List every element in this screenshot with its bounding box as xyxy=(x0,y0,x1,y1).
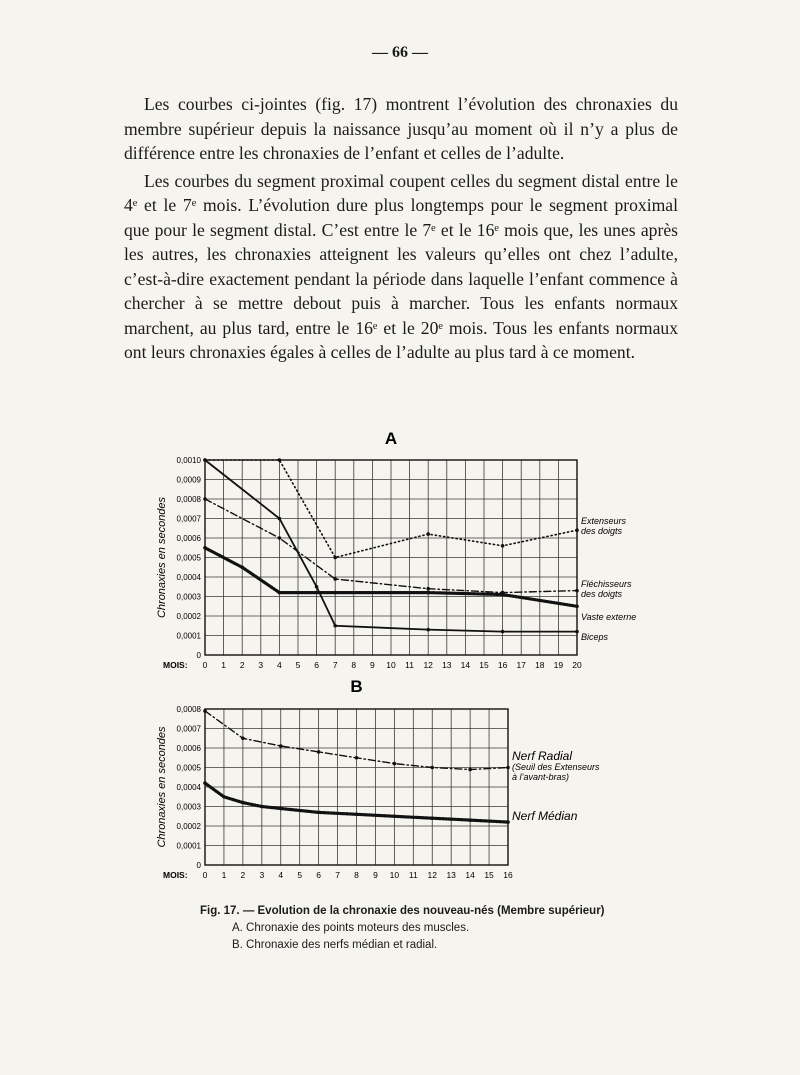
data-point xyxy=(506,820,510,824)
y-axis-label: Chronaxies en secondes xyxy=(156,496,168,619)
x-tick-label: 8 xyxy=(351,660,357,670)
data-point xyxy=(501,630,505,634)
data-point xyxy=(333,556,337,560)
y-tick-label: 0,0006 xyxy=(176,744,201,753)
x-tick-label: 3 xyxy=(258,660,264,670)
data-point xyxy=(241,736,245,740)
data-point xyxy=(506,766,510,770)
x-tick-label: 13 xyxy=(442,660,452,670)
x-tick-label: 0 xyxy=(202,870,208,880)
y-tick-label: 0 xyxy=(196,651,201,660)
x-tick-label: 3 xyxy=(259,870,265,880)
paragraph-2: Les courbes du segment proximal coupent celles du segment distal entre le 4ᵉ et le 7ᵉ mois. L’évolution dure plus longtemps pour le segment proximal que pour le segment distal. C’est entre le 7ᵉ et le 16ᵉ mois que, les unes après les autres, les chronaxies atteignent les valeurs qu’elles ont chez l’adulte, c’est-à-dire exactement pendant la période dans laquelle l’enfant commence à chercher à se mettre debout puis à marcher. Tous les enfants normaux marchent, au plus tard, entre le 16ᵉ et le 20ᵉ mois. Tous les enfants normaux ont leurs chronaxies égales à celles de l’adulte au plus tard à ce moment. xyxy=(124,170,678,362)
series-label: Nerf Médian xyxy=(512,809,578,823)
x-tick-label: 6 xyxy=(314,660,319,670)
y-tick-label: 0,0004 xyxy=(176,783,201,792)
series-label: Biceps xyxy=(581,632,609,642)
x-tick-label: 14 xyxy=(465,870,475,880)
x-tick-label: 17 xyxy=(516,660,526,670)
data-point xyxy=(203,709,207,713)
x-tick-label: 9 xyxy=(373,870,378,880)
y-tick-label: 0,0008 xyxy=(176,705,201,714)
data-point xyxy=(278,458,282,462)
x-tick-label: 20 xyxy=(572,660,582,670)
data-point xyxy=(575,630,579,634)
data-point xyxy=(222,795,226,799)
figure-caption xyxy=(200,903,640,954)
x-tick-label: 2 xyxy=(239,660,245,670)
data-point xyxy=(241,801,245,805)
y-tick-label: 0,0004 xyxy=(176,573,201,582)
x-tick-label: 2 xyxy=(240,870,246,880)
x-axis-label: MOIS: xyxy=(163,660,188,670)
data-point xyxy=(426,532,430,536)
data-point xyxy=(260,805,264,809)
x-tick-label: 16 xyxy=(497,660,508,670)
x-tick-label: 5 xyxy=(297,870,303,880)
data-point xyxy=(317,811,321,815)
x-tick-label: 4 xyxy=(278,870,284,880)
data-point xyxy=(393,814,397,818)
x-tick-label: 14 xyxy=(460,660,471,670)
x-tick-label: 6 xyxy=(316,870,321,880)
x-tick-label: 15 xyxy=(484,870,494,880)
series-label: (Seuil des Extenseurs xyxy=(512,762,600,772)
x-tick-label: 12 xyxy=(423,660,433,670)
y-tick-label: 0,0005 xyxy=(176,553,201,563)
data-point xyxy=(426,591,430,595)
caption-line-b: B. Chronaxie des nerfs médian et radial. xyxy=(232,939,438,951)
series-label: des doigts xyxy=(581,526,623,536)
y-tick-label: 0,0003 xyxy=(176,592,201,602)
y-tick-label: 0,0010 xyxy=(176,456,201,465)
data-point xyxy=(468,818,472,822)
x-tick-label: 9 xyxy=(370,660,375,670)
data-point xyxy=(575,589,579,593)
y-tick-label: 0,0008 xyxy=(176,495,201,504)
x-tick-label: 7 xyxy=(332,660,338,670)
chart-a xyxy=(156,429,636,670)
x-tick-label: 18 xyxy=(535,660,545,670)
x-tick-label: 11 xyxy=(408,870,418,880)
data-point xyxy=(333,591,337,595)
series-label: Extenseurs xyxy=(581,516,627,526)
caption-title: Fig. 17. — Evolution de la chronaxie des nouveau-nés (Membre supérieur) xyxy=(200,905,605,917)
x-tick-label: 8 xyxy=(354,870,359,880)
y-tick-label: 0,0007 xyxy=(176,514,201,524)
series-label: Vaste externe xyxy=(581,612,637,622)
data-point xyxy=(333,577,337,581)
x-tick-label: 16 xyxy=(503,870,513,880)
data-point xyxy=(240,565,244,569)
data-point xyxy=(317,750,321,754)
x-tick-label: 5 xyxy=(295,660,301,670)
data-point xyxy=(430,766,434,770)
x-tick-label: 19 xyxy=(553,660,564,670)
data-point xyxy=(333,624,337,628)
chart-title: B xyxy=(350,677,363,696)
data-point xyxy=(575,528,579,532)
y-tick-label: 0,0002 xyxy=(176,822,201,831)
data-point xyxy=(315,585,319,589)
x-tick-label: 15 xyxy=(479,660,489,670)
data-point xyxy=(426,628,430,632)
data-point xyxy=(278,536,282,540)
data-point xyxy=(426,587,430,591)
y-tick-label: 0,0001 xyxy=(176,631,201,641)
data-point xyxy=(355,813,359,817)
y-tick-label: 0,0001 xyxy=(176,841,201,851)
data-point xyxy=(279,807,283,811)
x-tick-label: 10 xyxy=(389,870,400,880)
data-point xyxy=(279,744,283,748)
caption-line-a: A. Chronaxie des points moteurs des muscles. xyxy=(232,922,470,934)
data-point xyxy=(501,544,505,548)
data-point xyxy=(468,768,472,772)
y-tick-label: 0,0006 xyxy=(176,534,201,543)
data-point xyxy=(501,593,505,597)
data-point xyxy=(203,458,207,462)
y-tick-label: 0,0009 xyxy=(176,475,201,485)
data-point xyxy=(203,781,207,785)
series-label: Nerf Radial xyxy=(512,749,573,763)
y-tick-label: 0 xyxy=(196,861,201,870)
x-tick-label: 7 xyxy=(335,870,340,880)
y-tick-label: 0,0005 xyxy=(176,763,201,773)
x-axis-label: MOIS: xyxy=(163,870,188,880)
series-label: à l’avant-bras) xyxy=(512,772,570,782)
page-number: — 66 — xyxy=(372,44,428,61)
x-tick-label: 1 xyxy=(221,870,227,880)
x-tick-label: 10 xyxy=(386,660,396,670)
y-tick-label: 0,0003 xyxy=(176,802,201,812)
x-tick-label: 1 xyxy=(221,660,226,670)
data-point xyxy=(203,497,207,501)
chart-title: A xyxy=(384,429,398,448)
series-label: Fléchisseurs xyxy=(581,579,632,589)
data-point xyxy=(430,816,434,820)
y-tick-label: 0,0002 xyxy=(176,612,201,621)
data-point xyxy=(355,756,359,760)
x-tick-label: 11 xyxy=(405,660,415,670)
data-point xyxy=(278,591,282,595)
data-point xyxy=(575,604,579,608)
y-tick-label: 0,0007 xyxy=(176,724,201,734)
x-tick-label: 0 xyxy=(202,660,208,670)
data-point xyxy=(393,762,397,766)
x-tick-label: 4 xyxy=(277,660,282,670)
x-tick-label: 12 xyxy=(427,870,437,880)
x-tick-label: 13 xyxy=(446,870,456,880)
chart-b xyxy=(156,677,600,880)
paragraph-1: Les courbes ci-jointes (fig. 17) montrent l’évolution des chronaxies du membre supérieur depuis la naissance jusqu’au moment où il n’y a plus de différence entre les chronaxies de l’enfant et celles de l’adulte. xyxy=(124,94,678,163)
data-point xyxy=(203,546,207,550)
data-point xyxy=(278,517,282,521)
y-axis-label: Chronaxies en secondes xyxy=(156,726,168,848)
series-label: des doigts xyxy=(581,589,623,599)
